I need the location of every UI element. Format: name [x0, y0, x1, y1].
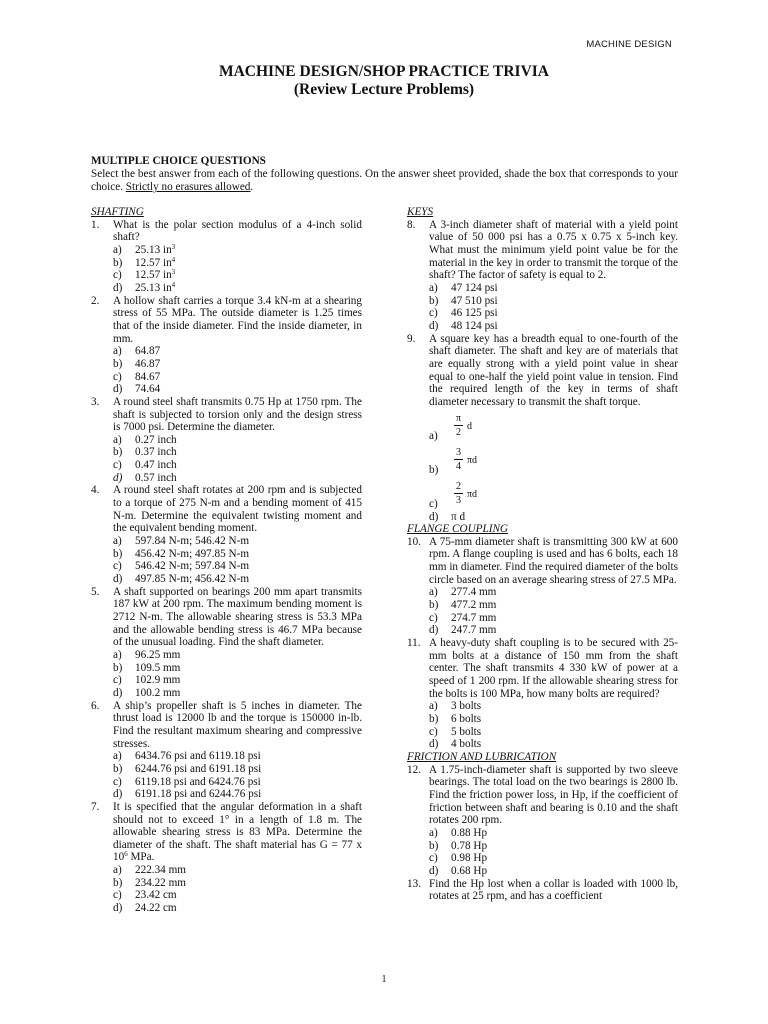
- page-title: [0, 63, 768, 99]
- option: a) 64.87: [113, 345, 161, 358]
- question-8: 8. A 3-inch diameter shaft of material with a yield point value of 50 000 psi has a 0.75 x 0.75 x 5-inch key. What must the minimum yield point value be for the material in the key in order to transmit the torque of the shaft? The factor of safety is equal to 2.: [407, 218, 678, 282]
- question-1: 1. What is the polar section modulus of a 4-inch solid shaft?: [91, 218, 362, 244]
- option: d) 0.68 Hp: [429, 864, 488, 877]
- option: d) 0.57 inch: [113, 471, 177, 484]
- section-heading-friction: FRICTION AND LUBRICATION: [407, 750, 557, 763]
- option: c) 0.47 inch: [113, 459, 177, 472]
- option: c) 84.67: [113, 370, 161, 383]
- option: c) 546.42 N-m; 597.84 N-m: [113, 560, 250, 573]
- question-9: 9. A square key has a breadth equal to one-fourth of the shaft diameter. The shaft and key are of materials that are equally strong with a yield point value in shear equal to one-half the yield point value in tension. Find the required length of the key in terms of shaft diameter necessary to transmit the shaft torque.: [407, 332, 678, 408]
- option: b) 109.5 mm: [113, 661, 181, 674]
- title-main: MACHINE DESIGN/SHOP PRACTICE TRIVIA: [218, 63, 549, 80]
- option: a) 597.84 N-m; 546.42 N-m: [113, 535, 250, 548]
- option: c) 6119.18 psi and 6424.76 psi: [113, 775, 261, 788]
- section-heading-flange-coupling: FLANGE COUPLING: [407, 523, 509, 536]
- option: c) 46 125 psi: [429, 307, 498, 320]
- option: d) 74.64: [113, 383, 161, 396]
- option: b) 456.42 N-m; 497.85 N-m: [113, 547, 250, 560]
- no-erasures-note: Strictly no erasures allowed: [125, 181, 251, 194]
- option: a) 6434.76 psi and 6119.18 psi: [113, 750, 261, 763]
- running-header: MACHINE DESIGN: [586, 39, 672, 50]
- option: b) 477.2 mm: [429, 599, 497, 612]
- question-4: 4. A round steel shaft rotates at 200 rpm and is subjected to a torque of 275 N-m and a bending moment of 415 N-m. Determine the equivalent twisting moment and the equivalent bending moment.: [91, 484, 362, 535]
- option: b) 47 510 psi: [429, 294, 498, 307]
- mcq-heading: MULTIPLE CHOICE QUESTIONS: [91, 155, 266, 167]
- option: a) 222.34 mm: [113, 864, 186, 877]
- question-2: 2. A hollow shaft carries a torque 3.4 kN-m at a shearing stress of 55 MPa. The outside diameter is 1.25 times that of the inside diameter. Find the inside diameter, in mm.: [91, 294, 362, 345]
- option: a) 0.88 Hp: [429, 826, 488, 839]
- option: b) 12.57 $in^4$: [113, 255, 176, 269]
- option: b) 234.22 mm: [113, 876, 186, 889]
- left-column: [91, 206, 362, 915]
- option: c) 0.98 Hp: [429, 852, 488, 865]
- option: d) π d: [429, 510, 466, 523]
- question-6: 6. A ship’s propeller shaft is 5 inches in diameter. The thrust load is 12000 lb and the torque is 150000 in-lb. Find the resultant maximum shearing and compressive stresses.: [91, 699, 362, 750]
- right-column: [407, 206, 678, 903]
- option: b) 46.87: [113, 357, 161, 370]
- option: d) 6191.18 psi and 6244.76 psi: [113, 788, 262, 801]
- option: c) 274.7 mm: [429, 611, 497, 624]
- fraction: π 2: [455, 412, 462, 438]
- option: c) 5 bolts: [429, 725, 482, 738]
- question-3: 3. A round steel shaft transmits 0.75 Hp at 1750 rpm. The shaft is subjected to torsion only and the design stress is 7000 psi. Determine the diameter.: [91, 395, 362, 434]
- option: b) 6244.76 psi and 6191.18 psi: [113, 762, 262, 775]
- question-13: 13. Find the Hp lost when a collar is loaded with 1000 lb, rotates at 25 rpm, and has a coefficient: [407, 877, 678, 903]
- section-heading-shafting: SHAFTING: [91, 206, 144, 218]
- page-number: 1: [381, 974, 387, 985]
- option: a) 96.25 mm: [113, 648, 181, 661]
- option: b) 0.37 inch: [113, 446, 177, 459]
- question-5: 5. A shaft supported on bearings 200 mm apart transmits 187 kW at 200 rpm. The maximum bending moment is 2712 N-m. The allowable shearing stress is 53.3 MPa and the allowable bending stress is 46.7 MPa because of the unusual loading. Find the shaft diameter.: [91, 585, 362, 649]
- question-7: 7. It is specified that the angular deformation in a shaft should not to exceed 1° in a length of 1.8 m. The allowable shearing stress is 83 MPa. Determine the diameter of the shaft. The shaft material has G = 77 x $10^6$ MPa.: [91, 800, 362, 864]
- option: d) 247.7 mm: [429, 624, 497, 637]
- option: d) 4 bolts: [429, 738, 482, 751]
- fraction: 2 3: [456, 480, 461, 506]
- question-12: 12. A 1.75-inch-diameter shaft is supported by two sleeve bearings. The total load on the two bearings is 2800 lb. Find the friction power loss, in Hp, if the coefficient of friction between shaft and bearing is 0.10 and the shaft rotates 200 rpm.: [407, 763, 678, 827]
- option: d) 48 124 psi: [429, 319, 498, 332]
- option: d) 100.2 mm: [113, 686, 181, 699]
- option: c) 23.42 cm: [113, 889, 177, 902]
- option: b) 0.78 Hp: [429, 839, 488, 852]
- option: c) 12.57 $in^3$: [113, 268, 176, 282]
- fraction: 3 4: [456, 446, 461, 472]
- option-fraction: a) π 2 d: [429, 412, 472, 442]
- title-subtitle: (Review Lecture Problems): [293, 81, 475, 98]
- question-10: 10. A 75-mm diameter shaft is transmitting 300 kW at 600 rpm. A flange coupling is used and has 6 bolts, each 18 mm in diameter. Find the required diameter of the bolts circle based on an average shearing stress of 27.5 MPa.: [407, 535, 678, 586]
- option: d) 497.85 N-m; 456.42 N-m: [113, 573, 250, 586]
- question-11: 11. A heavy-duty shaft coupling is to be secured with 25-mm bolts at a distance of 150 mm from the shaft center. The shaft transmits 4 330 kW of power at a speed of 1 200 rpm. If the allowable shearing stress for the bolts is 100 MPa, how many bolts are required?: [407, 637, 678, 700]
- option-fraction: b) 3 4 πd: [429, 446, 478, 476]
- option: c) 102.9 mm: [113, 674, 181, 687]
- option: a) 3 bolts: [429, 700, 482, 713]
- option: a) 0.27 inch: [113, 433, 177, 446]
- option: d) 25.13 $in^4$: [113, 280, 176, 294]
- section-heading-keys: KEYS: [407, 206, 434, 218]
- option: a) 277.4 mm: [429, 586, 497, 599]
- option: a) 25.13 $in^3$: [113, 242, 176, 256]
- instructions-text: Select the best answer from each of the following questions. On the answer sheet provided, shade the box that corresponds to your choice. Strictly no erasures allowed.: [91, 168, 678, 194]
- option: b) 6 bolts: [429, 713, 482, 725]
- option-fraction: c) 2 3 πd: [429, 480, 478, 510]
- instructions-block: [91, 155, 678, 195]
- option: d) 24.22 cm: [113, 902, 177, 915]
- option: a) 47 124 psi: [429, 281, 498, 294]
